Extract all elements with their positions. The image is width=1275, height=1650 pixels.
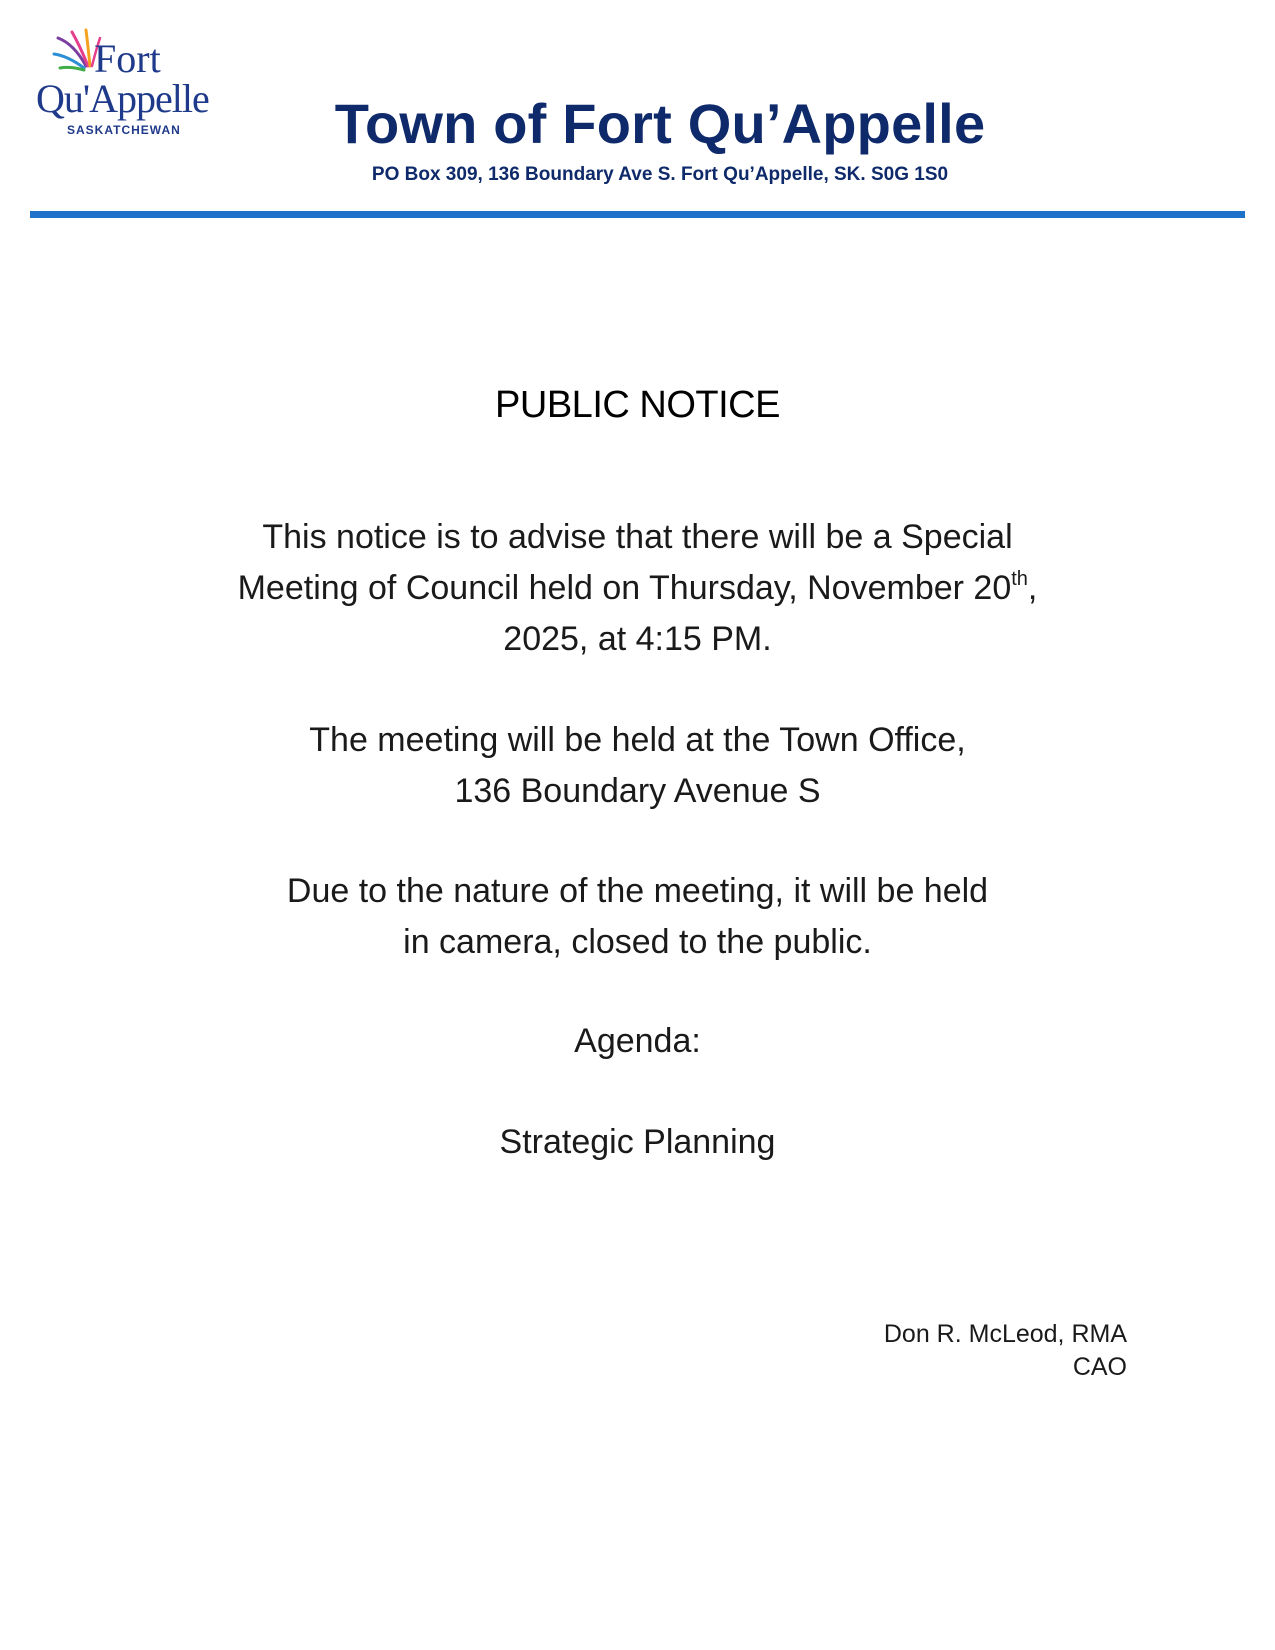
header-divider [30,211,1245,218]
logo-text-fort: Fort [94,36,161,81]
fort-quappelle-logo-graphic [34,24,234,144]
town-title: Town of Fort Qu’Appelle [334,92,986,155]
town-logo [34,24,234,144]
agenda-label: Agenda: [574,1022,701,1060]
announcement-date-text: Meeting of Council held on Thursday, November 20 [237,569,1012,607]
announcement-line-1: This notice is to advise that there will be a Special [262,518,1013,556]
in-camera-line-1: Due to the nature of the meeting, it will be held [286,872,989,910]
signatory-name: Don R. McLeod, RMA [883,1320,1127,1348]
announcement-line-3: 2025, at 4:15 PM. [503,620,772,658]
agenda-item: Strategic Planning [499,1123,776,1161]
town-address: PO Box 309, 136 Boundary Ave S. Fort Qu’Appelle, SK. S0G 1S0 [371,164,949,185]
announcement-line-2 [0,563,1275,614]
signatory-title: CAO [1072,1353,1127,1381]
meeting-location [0,715,1275,817]
ordinal-suffix: th [1011,568,1028,590]
in-camera-notice [0,866,1275,968]
signature-block [884,1318,1127,1384]
location-line-2: 136 Boundary Avenue S [454,772,821,810]
location-line-1: The meeting will be held at the Town Office, [309,721,966,759]
notice-heading: PUBLIC NOTICE [495,384,780,426]
logo-text-saskatchewan: SASKATCHEWAN [67,123,181,137]
logo-text-quappelle: Qu'Appelle [36,76,209,121]
announcement-date-comma: , [1027,569,1038,607]
in-camera-line-2: in camera, closed to the public. [403,923,872,961]
meeting-announcement [0,512,1275,665]
